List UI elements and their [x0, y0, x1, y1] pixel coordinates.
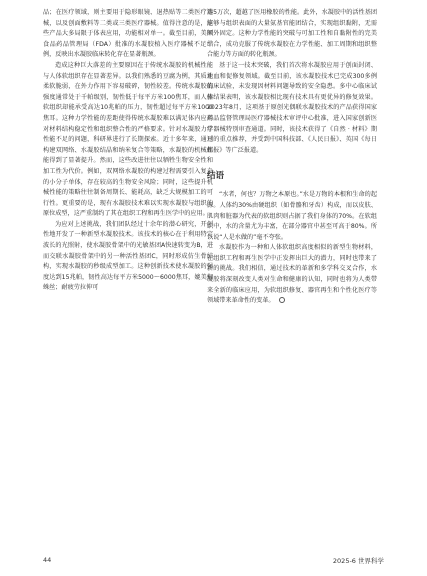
- section-heading: 结语: [207, 171, 225, 182]
- page-number: 44: [43, 556, 52, 564]
- body-paragraph: 造成这种巨大落差的主要原因在于传统水凝胶的机械性能与人体软组织存在显著差异。以我们熟悉的豆腐为例，其质地柔软脆弱，在外力作用下容易破碎，韧性较差。传统水凝胶的强度通常处于千帕级别，韧性低于每平方米100焦耳，而人体软组织却能承受高达10兆帕的压力，韧性超过每平方米1000焦耳。这种力学性能的差距使得传统水凝胶难以满足体内应用对材料结构稳定性和组织整合性的严格要求。针对水凝胶力学性能不足的问题，科研界进行了长期探索。近十多年来，通过构建双网络、水凝胶结晶和纳米复合等策略，水凝胶的机械性能得到了显著提升。然而，这些改进往往以牺牲生物安全性和加工性为代价。例如，双网络水凝胶的构建过程需要引入复杂的小分子单体，存在较高的生物安全风险；同时，这些提升机械性能的策略往往制备周期长、能耗高，缺乏大规模加工的可行性。更重要的是，现有水凝胶技术难以实现水凝胶与组织的原位成型，这严重制约了其在组织工程和再生医学中的应用。: [43, 61, 213, 218]
- body-paragraph: 品；在医疗领域，则主要用于隐形眼镜、退热贴等二类医疗器械，以及创面敷料等二类或三类医疗器械。值得注意的是，这些产品大多局限于体表应用，功能相对单一。截至目前，美国食品药品管理局（FDA）批准的水凝胶植入医疗器械不足十例，反映出水凝胶临床转化存在显著瓶颈。: [43, 9, 213, 59]
- body-paragraph: 达5万次，超越了医用橡胶的性能。此外，水凝胶中的活性基团能够与组织表面的大量氨基官能团结合，实现组织黏附，无需额外固定。这种力学性能的突破与可加工性和自黏附性的完美结合，成功克服了传统水凝胶在力学性能、加工周期和组织整合能力等方面的转化瓶颈。: [207, 9, 377, 59]
- body-paragraph: “水者，何也？万物之本原也。”水是万物的本根和生命的起源。人体约30%由硬组织（如骨骼和牙齿）构成，而以皮肤、肌肉和脏器为代表的软组织则占据了我们身体的70%。在软组织中，水的含量尤为丰富，在部分器官中甚至可高于80%。所以说“人是水做的”毫不夸张。: [207, 191, 377, 241]
- body-paragraph: [207, 243, 377, 307]
- end-of-article-icon: [279, 297, 285, 303]
- left-column: [43, 8, 213, 294]
- closing-text: 水凝胶作为一种和人体软组织高度相似的新型生物材料，在组织工程和再生医学中正发挥出巨大的潜力，同时也带来了新的挑战。我们相信，通过技术的革新和多学科交叉合作，水凝胶将深刻改变人类对生命和健康的认知，同时也将为人类带来全新的临床应用，为软组织修复、器官再生和个性化医疗等领域带来革命性的变革。: [207, 244, 377, 305]
- right-column: [207, 8, 377, 307]
- body-paragraph: 基于这一技术突破，我们首次将水凝胶应用于创面封闭、止血和促修复领域。截至目前，该水凝胶技术已完成300多例临床试验，未发现因材料问题导致的安全隐患。多中心临床试验结果表明，该水凝胶相比现有技术具有更优异的修复效果。2023年8月，这项基于原创光偶联水凝胶技术的产品获得国家药品监督管理局医疗器械技术审评中心批准，进入国家创新医疗器械特别审查通道。同时，该技术获得了《自然 · 材料》期刊的重点推荐，并受到中国科技部、《人民日报》、英国《每日邮报》等广泛报道。: [207, 61, 377, 154]
- issue-label: 2025-6 世界科学: [332, 557, 384, 565]
- body-paragraph: 为应对上述挑战，我们团队经过十余年的潜心研究，开创性地开发了一种新型水凝胶技术。该技术的核心在于利用特定波长的光照射，使水凝胶骨架中的光敏基团A快速转变为B，进而交联水凝胶骨架中的另一种活性基团C，同时形成仿生骨结构，实现水凝胶的秒级成型加工。这种创新技术使水凝胶的强度达到15兆帕，韧性高达每平方米5000～6000焦耳，媲美蜘蛛丝；耐疲劳拉伸可: [43, 220, 213, 292]
